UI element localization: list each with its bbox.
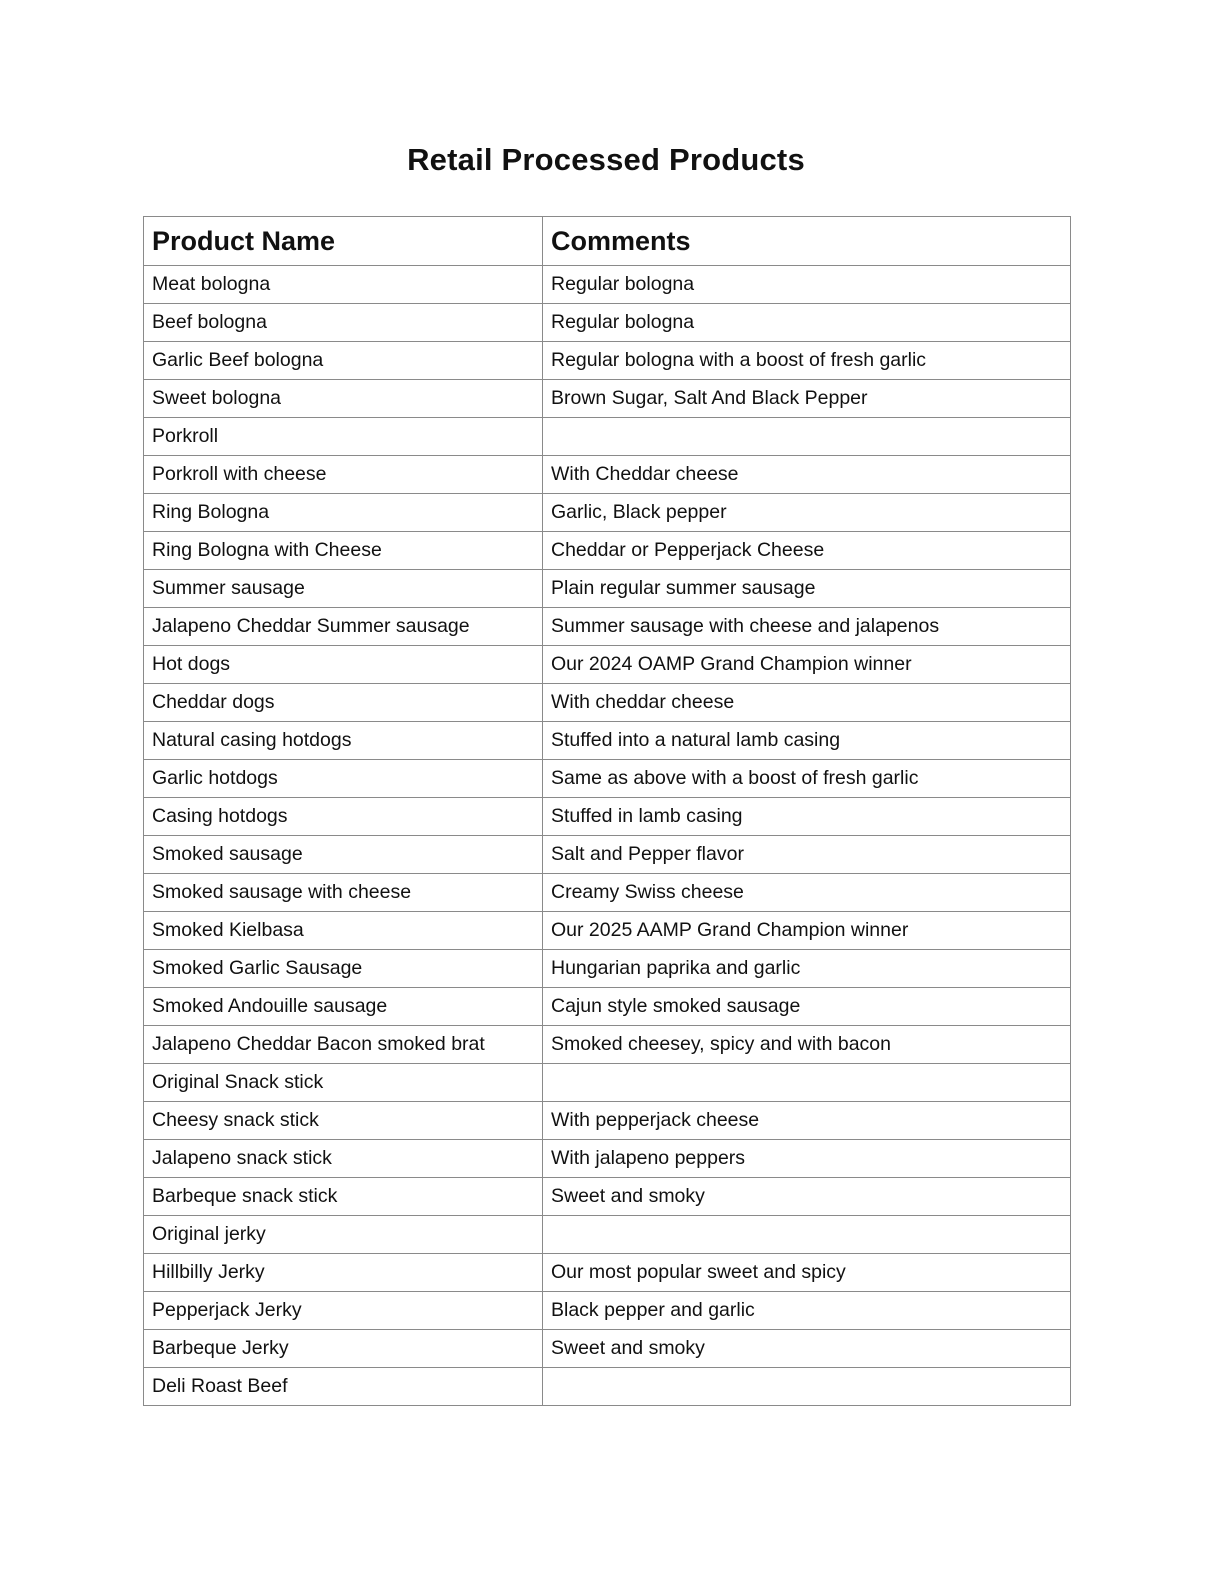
comment-cell: Our 2025 AAMP Grand Champion winner [543, 912, 1071, 950]
table-row [144, 342, 1071, 380]
comment-cell: Cajun style smoked sausage [543, 988, 1071, 1026]
comment-cell: Creamy Swiss cheese [543, 874, 1071, 912]
comment-cell: Regular bologna with a boost of fresh garlic [543, 342, 1071, 380]
comment-cell: Cheddar or Pepperjack Cheese [543, 532, 1071, 570]
product-name-cell: Hillbilly Jerky [144, 1254, 543, 1292]
table-row [144, 760, 1071, 798]
table-row [144, 532, 1071, 570]
comment-cell [543, 1368, 1071, 1406]
comment-cell: Regular bologna [543, 304, 1071, 342]
product-name-cell: Cheesy snack stick [144, 1102, 543, 1140]
product-name-cell: Garlic hotdogs [144, 760, 543, 798]
comment-cell: With jalapeno peppers [543, 1140, 1071, 1178]
table-row [144, 950, 1071, 988]
product-name-cell: Garlic Beef bologna [144, 342, 543, 380]
table-body [144, 266, 1071, 1406]
product-name-cell: Summer sausage [144, 570, 543, 608]
product-name-cell: Smoked sausage with cheese [144, 874, 543, 912]
product-name-cell: Smoked Andouille sausage [144, 988, 543, 1026]
product-name-cell: Meat bologna [144, 266, 543, 304]
product-name-cell: Deli Roast Beef [144, 1368, 543, 1406]
comment-cell: Same as above with a boost of fresh garlic [543, 760, 1071, 798]
table-row [144, 1102, 1071, 1140]
comment-cell: With pepperjack cheese [543, 1102, 1071, 1140]
product-name-cell: Barbeque snack stick [144, 1178, 543, 1216]
comment-cell: Summer sausage with cheese and jalapenos [543, 608, 1071, 646]
table-row [144, 722, 1071, 760]
table-row [144, 570, 1071, 608]
comment-cell: Garlic, Black pepper [543, 494, 1071, 532]
table-row [144, 1026, 1071, 1064]
comment-cell: Salt and Pepper flavor [543, 836, 1071, 874]
comment-cell: Hungarian paprika and garlic [543, 950, 1071, 988]
table-row [144, 988, 1071, 1026]
table-header-row [144, 217, 1071, 266]
product-name-cell: Barbeque Jerky [144, 1330, 543, 1368]
comment-cell: With Cheddar cheese [543, 456, 1071, 494]
product-name-cell: Beef bologna [144, 304, 543, 342]
table-row [144, 912, 1071, 950]
comment-cell: Brown Sugar, Salt And Black Pepper [543, 380, 1071, 418]
table-row [144, 266, 1071, 304]
product-name-cell: Ring Bologna with Cheese [144, 532, 543, 570]
comment-cell: Our 2024 OAMP Grand Champion winner [543, 646, 1071, 684]
product-name-cell: Hot dogs [144, 646, 543, 684]
comment-cell: Stuffed in lamb casing [543, 798, 1071, 836]
column-header-comments: Comments [543, 217, 1071, 266]
table-row [144, 1292, 1071, 1330]
product-name-cell: Smoked Garlic Sausage [144, 950, 543, 988]
comment-cell: Black pepper and garlic [543, 1292, 1071, 1330]
product-name-cell: Original jerky [144, 1216, 543, 1254]
comment-cell [543, 418, 1071, 456]
product-name-cell: Pepperjack Jerky [144, 1292, 543, 1330]
product-name-cell: Natural casing hotdogs [144, 722, 543, 760]
table-row [144, 646, 1071, 684]
product-name-cell: Smoked sausage [144, 836, 543, 874]
table-row [144, 874, 1071, 912]
comment-cell: With cheddar cheese [543, 684, 1071, 722]
table-row [144, 1178, 1071, 1216]
products-table [143, 216, 1071, 1406]
comment-cell [543, 1216, 1071, 1254]
comment-cell: Smoked cheesey, spicy and with bacon [543, 1026, 1071, 1064]
product-name-cell: Sweet bologna [144, 380, 543, 418]
table-row [144, 608, 1071, 646]
table-row [144, 380, 1071, 418]
table-row [144, 1064, 1071, 1102]
table-row [144, 456, 1071, 494]
table-row [144, 1330, 1071, 1368]
product-name-cell: Cheddar dogs [144, 684, 543, 722]
table-row [144, 1216, 1071, 1254]
column-header-product-name: Product Name [144, 217, 543, 266]
comment-cell: Stuffed into a natural lamb casing [543, 722, 1071, 760]
table-row [144, 1140, 1071, 1178]
product-name-cell: Jalapeno snack stick [144, 1140, 543, 1178]
table-row [144, 1368, 1071, 1406]
table-row [144, 684, 1071, 722]
comment-cell: Our most popular sweet and spicy [543, 1254, 1071, 1292]
product-name-cell: Jalapeno Cheddar Bacon smoked brat [144, 1026, 543, 1064]
comment-cell [543, 1064, 1071, 1102]
table-row [144, 836, 1071, 874]
product-name-cell: Smoked Kielbasa [144, 912, 543, 950]
table-row [144, 304, 1071, 342]
table-row [144, 1254, 1071, 1292]
product-name-cell: Porkroll with cheese [144, 456, 543, 494]
page-title: Retail Processed Products [407, 142, 805, 177]
product-name-cell: Casing hotdogs [144, 798, 543, 836]
table-row [144, 418, 1071, 456]
table-row [144, 798, 1071, 836]
comment-cell: Regular bologna [543, 266, 1071, 304]
product-name-cell: Ring Bologna [144, 494, 543, 532]
comment-cell: Sweet and smoky [543, 1330, 1071, 1368]
product-name-cell: Porkroll [144, 418, 543, 456]
product-name-cell: Original Snack stick [144, 1064, 543, 1102]
comment-cell: Plain regular summer sausage [543, 570, 1071, 608]
comment-cell: Sweet and smoky [543, 1178, 1071, 1216]
table-row [144, 494, 1071, 532]
product-name-cell: Jalapeno Cheddar Summer sausage [144, 608, 543, 646]
